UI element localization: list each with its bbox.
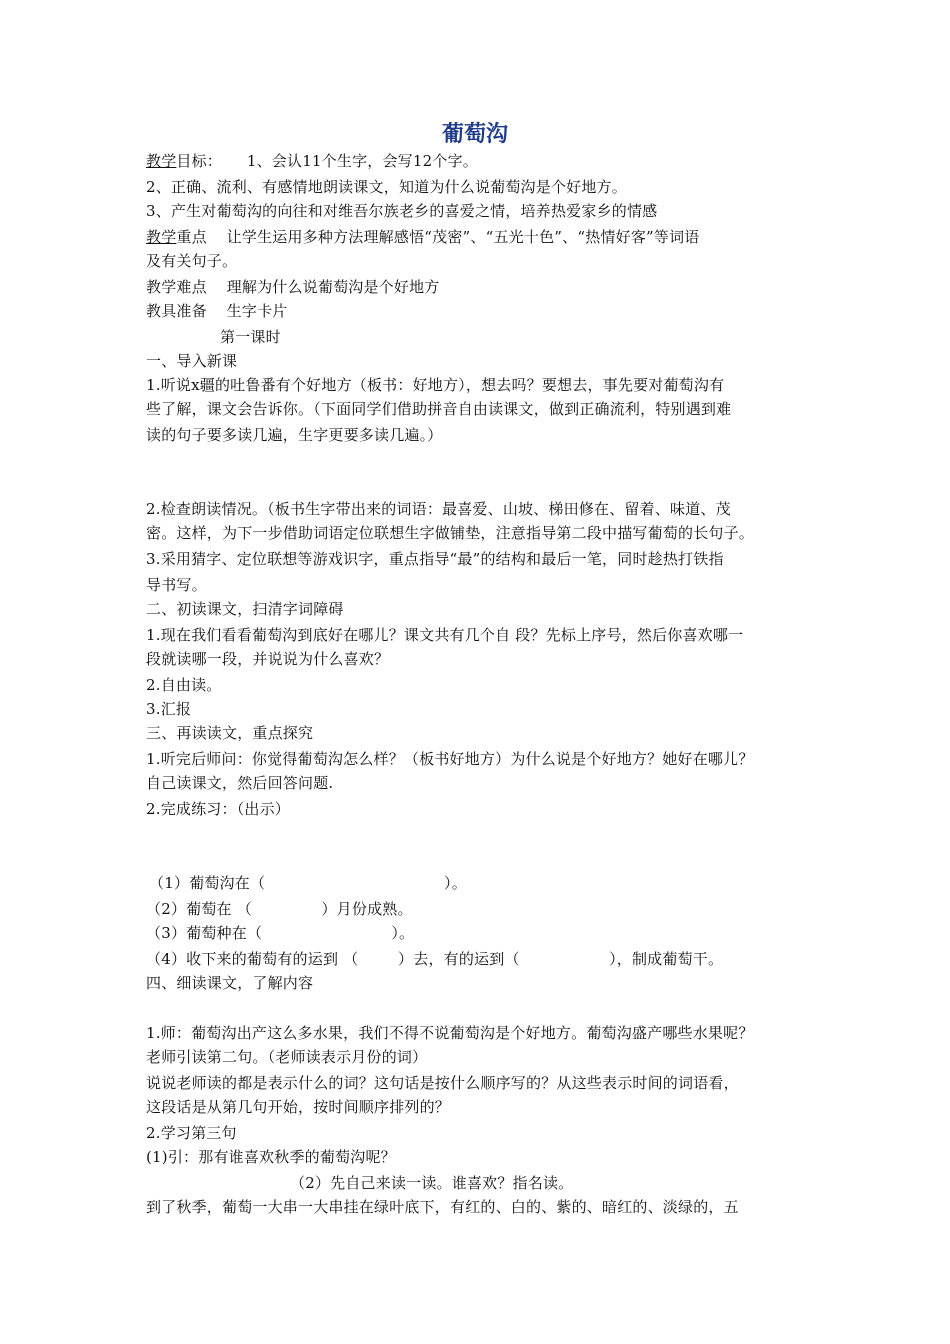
underlined-text: 教学: [146, 228, 177, 246]
text-line: [146, 548, 724, 570]
text-line: [146, 898, 413, 920]
text-line: [146, 948, 723, 970]
text-line: [149, 872, 467, 894]
line-text: 2.学习第三句: [146, 1124, 237, 1142]
line-text: 一、导入新课: [146, 352, 238, 370]
line-text: 3.汇报: [146, 700, 192, 718]
text-line: [146, 424, 443, 446]
text-line: [146, 1146, 396, 1168]
line-text: （2）先自己来读一读。谁喜欢？指名读。: [290, 1174, 574, 1192]
text-line: [146, 150, 478, 172]
line-text: 2.完成练习：（出示）: [146, 800, 291, 818]
line-text: 二、初读课文，扫清字词障碍: [146, 600, 344, 618]
text-line: [146, 250, 237, 272]
line-text: 目标： 1、会认11个生字，会写12个字。: [176, 152, 478, 170]
line-text: 密。这样，为下一步借助词语定位联想生字做铺垫，注意指导第二段中描写葡萄的长句子。: [146, 524, 755, 542]
line-text: 教具准备 生字卡片: [146, 302, 288, 320]
text-line: [146, 624, 743, 646]
line-text: 自己读课文，然后回答问题.: [146, 774, 334, 792]
line-text: （2）葡萄在 （ ）月份成熟。: [146, 900, 413, 918]
text-line: [146, 698, 191, 720]
text-line: [146, 1072, 739, 1094]
text-line: [146, 176, 627, 198]
line-text: 说说老师读的都是表示什么的词？这句话是按什么顺序写的？从这些表示时间的词语看，: [146, 1074, 739, 1092]
text-line: [146, 1196, 739, 1218]
text-line: [146, 226, 700, 248]
text-line: [220, 326, 281, 348]
line-text: 1.现在我们看看葡萄沟到底好在哪儿？课文共有几个自 段？先标上序号，然后你喜欢哪一: [146, 626, 744, 644]
line-text: （3）葡萄种在（ ）。: [146, 924, 415, 942]
text-line: [146, 598, 344, 620]
line-text: 1.师：葡萄沟出产这么多水果，我们不得不说葡萄沟是个好地方。葡萄沟盛产哪些水果呢？: [146, 1024, 754, 1042]
text-line: [146, 648, 389, 670]
text-line: [290, 1172, 573, 1194]
line-text: 这段话是从第几句开始，按时间顺序排列的？: [146, 1098, 451, 1116]
text-line: [146, 922, 414, 944]
line-text: 2、正确、流利、有感情地朗读课文，知道为什么说葡萄沟是个好地方。: [146, 178, 627, 196]
text-line: [146, 300, 287, 322]
text-line: [146, 1022, 754, 1044]
text-line: [146, 972, 313, 994]
line-text: 重点 让学生运用多种方法理解感悟“茂密”、“五光十色”、“热情好客”等词语: [176, 228, 700, 246]
line-text: 第一课时: [220, 328, 281, 346]
line-text: 导书写。: [146, 576, 207, 594]
text-line: [146, 398, 731, 420]
line-text: 1.听完后师问：你觉得葡萄沟怎么样？（板书好地方）为什么说是个好地方？她好在哪儿？: [146, 750, 754, 768]
text-line: [146, 748, 754, 770]
underlined-text: 教学: [146, 152, 177, 170]
text-line: [146, 522, 754, 544]
text-line: [146, 1046, 427, 1068]
text-line: [146, 498, 731, 520]
text-line: [146, 798, 290, 820]
text-line: [146, 1122, 237, 1144]
line-text: 2.自由读。: [146, 676, 222, 694]
text-line: [146, 722, 313, 744]
document-title: 葡萄沟: [441, 122, 508, 147]
line-text: 到了秋季，葡萄一大串一大串挂在绿叶底下，有红的、白的、紫的、暗红的、淡绿的，五: [146, 1198, 739, 1216]
text-line: [146, 574, 207, 596]
line-text: 3.采用猜字、定位联想等游戏识字，重点指导“最”的结构和最后一笔，同时趁热打铁指: [146, 550, 724, 568]
line-text: （1）葡萄沟在（ ）。: [149, 874, 467, 892]
line-text: 三、再读读文，重点探究: [146, 724, 314, 742]
line-text: 段就读哪一段，并说说为什么喜欢？: [146, 650, 390, 668]
text-line: [146, 772, 333, 794]
text-line: [146, 1096, 450, 1118]
text-line: [146, 350, 237, 372]
text-line: [146, 200, 657, 222]
line-text: 及有关句子。: [146, 252, 238, 270]
line-text: 些了解，课文会告诉你。（下面同学们借助拼音自由读课文，做到正确流利，特别遇到难: [146, 400, 732, 418]
text-line: [146, 276, 439, 298]
line-text: 老师引读第二句。（老师读表示月份的词）: [146, 1048, 428, 1066]
line-text: 3、产生对葡萄沟的向往和对维吾尔族老乡的喜爱之情，培养热爱家乡的情感: [146, 202, 658, 220]
line-text: 2.检查朗读情况。（板书生字带出来的词语：最喜爱、山坡、梯田修在、留着、味道、茂: [146, 500, 731, 518]
line-text: 四、细读课文，了解内容: [146, 974, 314, 992]
text-line: [146, 674, 222, 696]
line-text: 读的句子要多读几遍，生字更要多读几遍。）: [146, 426, 443, 444]
text-line: [146, 374, 724, 396]
line-text: 1.听说x疆的吐鲁番有个好地方（板书：好地方），想去吗？要想去，事先要对葡萄沟有: [146, 376, 725, 394]
line-text: 教学难点 理解为什么说葡萄沟是个好地方: [146, 278, 440, 296]
line-text: (1)引：那有谁喜欢秋季的葡萄沟呢？: [146, 1148, 396, 1166]
line-text: （4）收下来的葡萄有的运到 （ ）去，有的运到（ ），制成葡萄干。: [146, 950, 724, 968]
